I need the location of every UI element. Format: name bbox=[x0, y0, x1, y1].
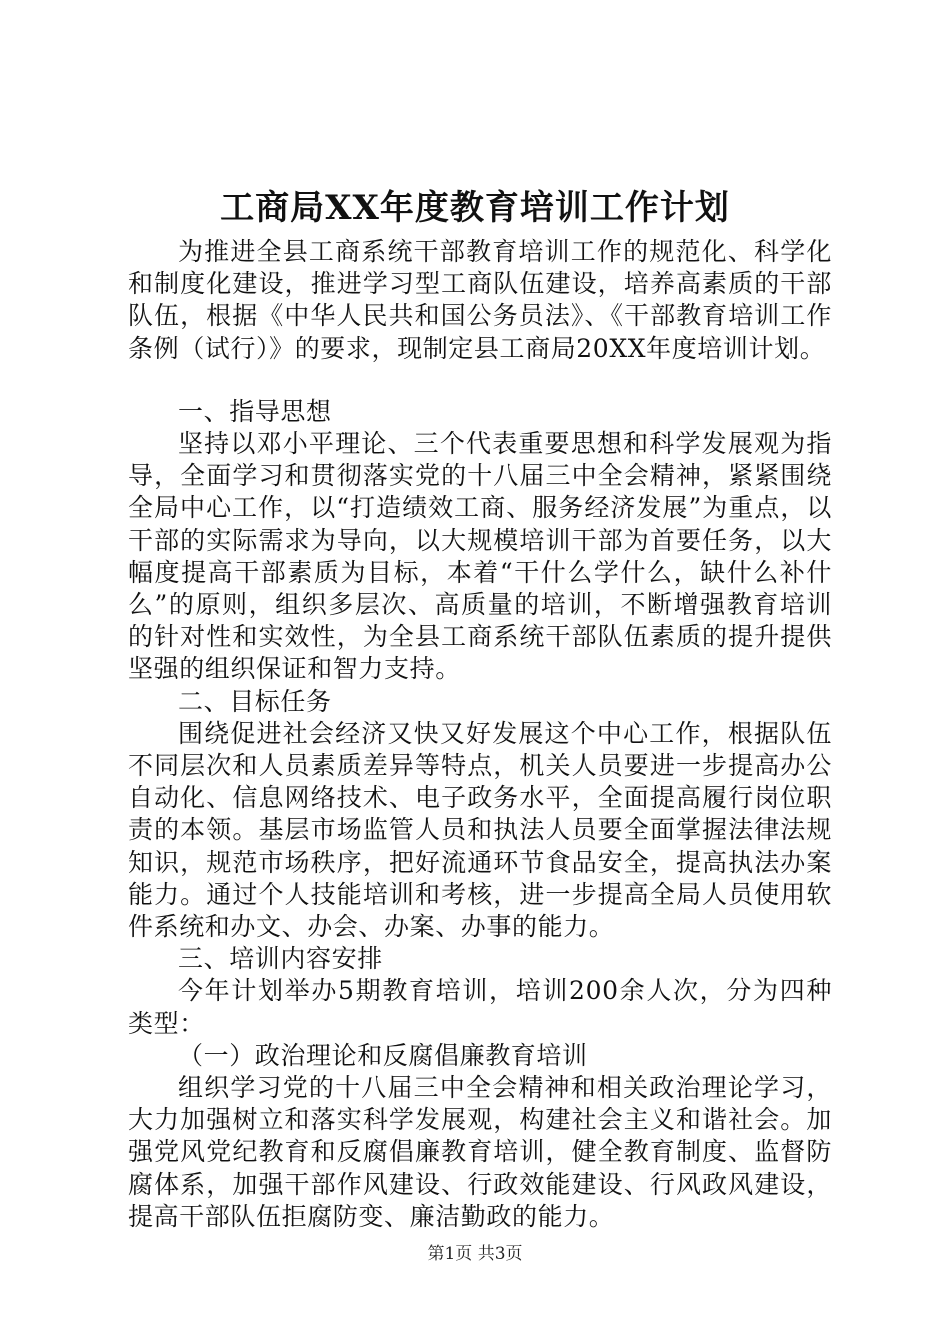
intro-paragraph: 为推进全县工商系统干部教育培训工作的规范化、科学化和制度化建设，推进学习型工商队伍建设，培养高素质的干部队伍，根据《中华人民共和国公务员法》、《干部教育培训工作条例（试行）》的要求，现制定县工商局20XX年度培训计划。 bbox=[128, 237, 832, 363]
page-indicator: 第1页 共3页 bbox=[427, 1244, 523, 1264]
training-plan-paragraph: 今年计划举办5期教育培训，培训200余人次，分为四种类型： bbox=[128, 976, 832, 1038]
document-title: 工商局XX年度教育培训工作计划 bbox=[220, 188, 730, 228]
political-theory-paragraph: 组织学习党的十八届三中全会精神和相关政治理论学习，大力加强树立和落实科学发展观，构建社会主义和谐社会。加强党风党纪教育和反腐倡廉教育培训，健全教育制度、监督防腐体系，加强干部作风建设、行政效能建设、行风政风建设，提高干部队伍拒腐防变、廉洁勤政的能力。 bbox=[128, 1073, 832, 1231]
section-heading-goals-tasks: 二、目标任务 bbox=[178, 686, 332, 716]
document-body bbox=[128, 236, 832, 1233]
subsection-heading-political-theory: （一）政治理论和反腐倡廉教育培训 bbox=[178, 1040, 588, 1070]
goals-tasks-paragraph: 围绕促进社会经济又快又好发展这个中心工作，根据队伍不同层次和人员素质差异等特点，机关人员要进一步提高办公自动化、信息网络技术、电子政务水平，全面提高履行岗位职责的本领。基层市场监管人员和执法人员要全面掌握法律法规知识，规范市场秩序，把好流通环节食品安全，提高执法办案能力。通过个人技能培训和考核，进一步提高全局人员使用软件系统和办文、办会、办案、办事的能力。 bbox=[128, 718, 832, 942]
section-heading-training-content: 三、培训内容安排 bbox=[178, 944, 383, 974]
section-heading-guiding-ideology: 一、指导思想 bbox=[178, 396, 332, 426]
guiding-ideology-paragraph: 坚持以邓小平理论、三个代表重要思想和科学发展观为指导，全面学习和贯彻落实党的十八届三中全会精神，紧紧围绕全局中心工作，以“打造绩效工商、服务经济发展”为重点，以干部的实际需求为导向，以大规模培训干部为首要任务，以大幅度提高干部素质为目标，本着“干什么学什么，缺什么补什么”的原则，组织多层次、高质量的培训，不断增强教育培训的针对性和实效性，为全县工商系统干部队伍素质的提升提供坚强的组织保证和智力支持。 bbox=[128, 429, 832, 684]
